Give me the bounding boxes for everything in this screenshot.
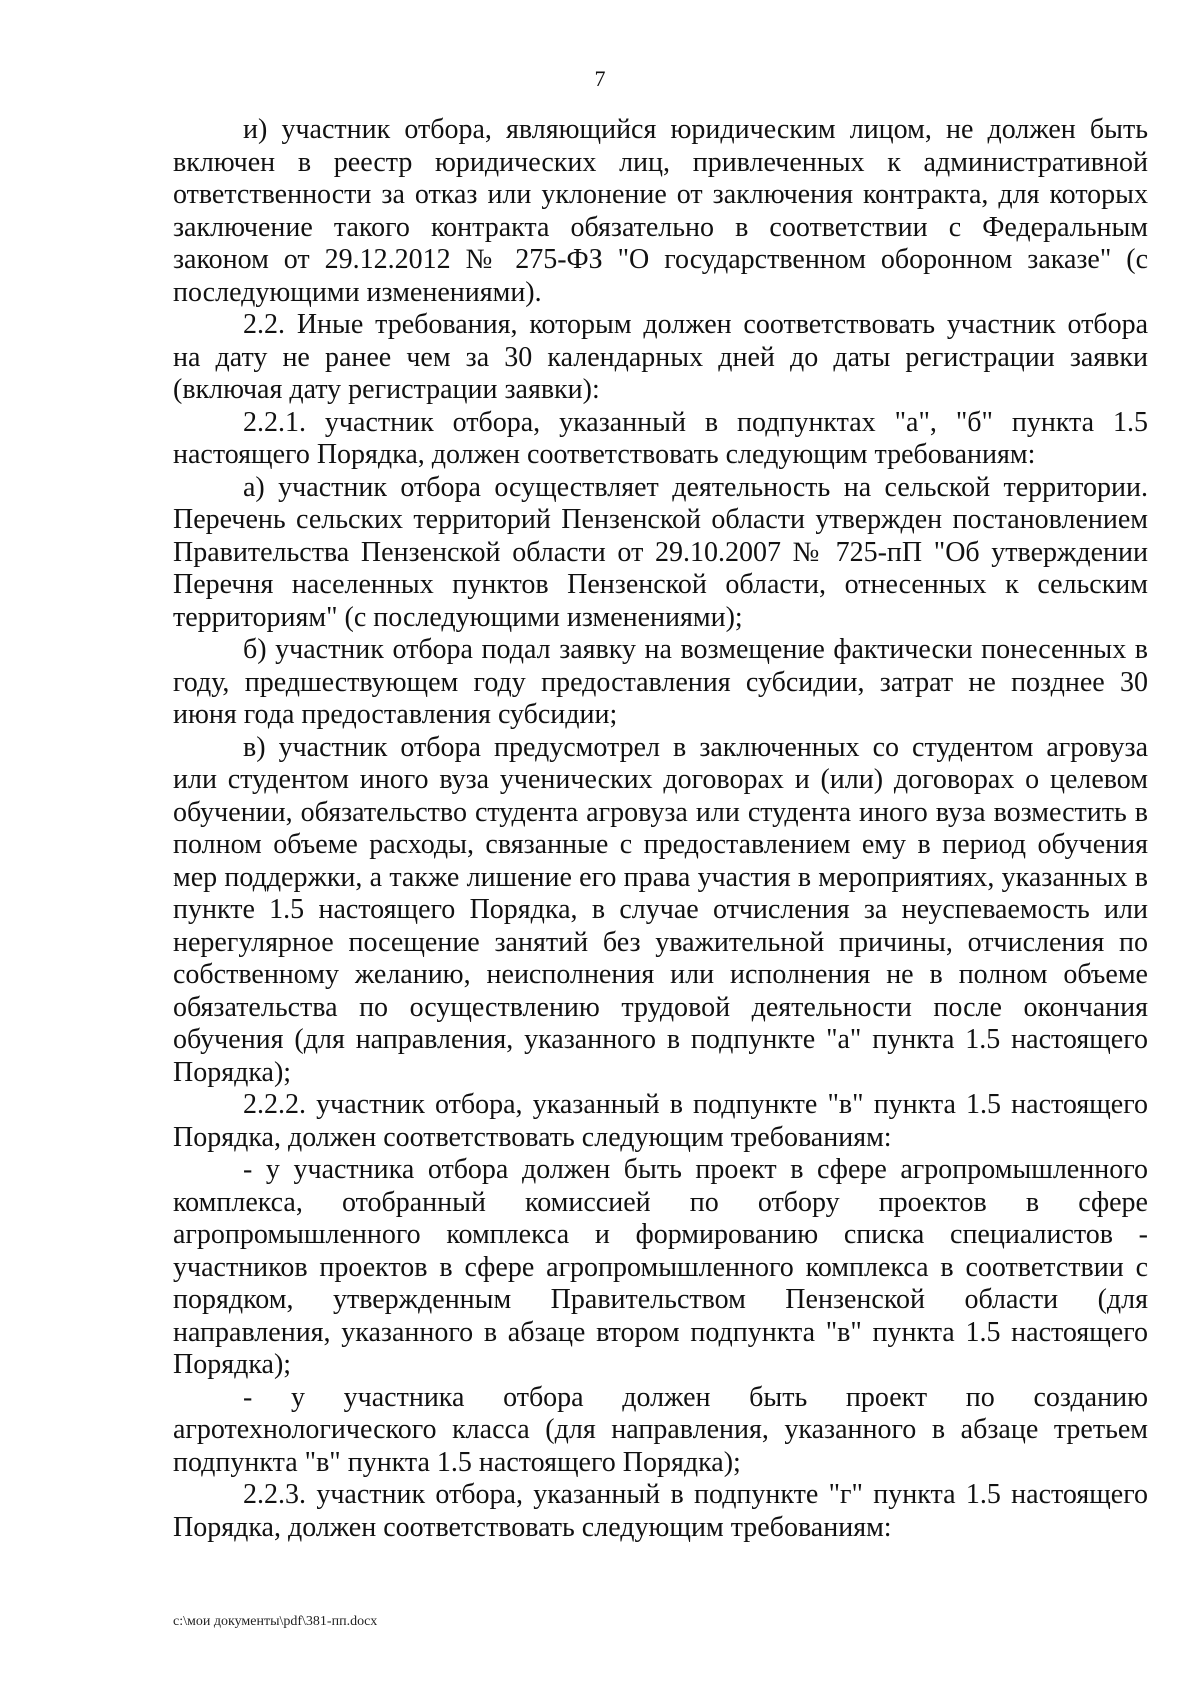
paragraph-2-2-other-requirements: 2.2. Иные требования, которым должен соответствовать участник отбора на дату не ранее чем за 30 календарных дней до даты регистрации заявки (включая дату регистрации заявки): (173, 309, 1148, 405)
paragraph-2-2-2: 2.2.2. участник отбора, указанный в подпункте "в" пункта 1.5 настоящего Порядка, должен соответствовать следующим требованиям: (173, 1089, 1148, 1153)
document-body (173, 114, 1148, 1544)
footer-file-path: c:\мои документы\pdf\381-пп.docx (173, 1614, 378, 1629)
paragraph-b-application-deadline: б) участник отбора подал заявку на возмещение фактически понесенных в году, предшествующем году предоставления субсидии, затрат не позднее 30 июня года предоставления субсидии; (173, 634, 1148, 730)
paragraph-a-rural-territory: а) участник отбора осуществляет деятельность на сельской территории. Перечень сельских территорий Пензенской области утвержден постановлением Правительства Пензенской области от 29.10.2007 № 725-пП "Об утверждении Перечня населенных пунктов Пензенской области, отнесенных к сельским территориям" (с последующими изменениями); (173, 471, 1148, 633)
paragraph-agro-project: - у участника отбора должен быть проект в сфере агропромышленного комплекса, отобранный комиссией по отбору проектов в сфере агропромышленного комплекса и формированию списка специалистов - участников проектов в сфере агропромышленного комплекса в соответствии с порядком, утвержденным Правительством Пензенской области (для направления, указанного в абзаце втором подпункта "в" пункта 1.5 настоящего Порядка); (173, 1154, 1148, 1380)
paragraph-v-student-obligations: в) участник отбора предусмотрел в заключенных со студентом агровуза или студентом иного вуза ученических договорах и (или) договорах о целевом обучении, обязательство студента агровуза или студента иного вуза возместить в полном объеме расходы, связанные с предоставлением ему в период обучения мер поддержки, а также лишение его права участия в мероприятиях, указанных в пункте 1.5 настоящего Порядка, в случае отчисления за неуспеваемость или нерегулярное посещение занятий без уважительной причины, отчисления по собственному желанию, неисполнения или исполнения не в полном объеме обязательства по осуществлению трудовой деятельности после окончания обучения (для направления, указанного в подпункте "а" пункта 1.5 настоящего Порядка); (173, 731, 1148, 1088)
paragraph-i-legal-entity-registry: и) участник отбора, являющийся юридическим лицом, не должен быть включен в реестр юридических лиц, привлеченных к административной ответственности за отказ или уклонение от заключения контракта, для которых заключение такого контракта обязательно в соответствии с Федеральным законом от 29.12.2012 № 275-ФЗ "О государственном оборонном заказе" (с последующими изменениями). (173, 114, 1148, 308)
paragraph-2-2-1: 2.2.1. участник отбора, указанный в подпунктах "а", "б" пункта 1.5 настоящего Порядка, должен соответствовать следующим требованиям: (173, 406, 1148, 470)
paragraph-2-2-3: 2.2.3. участник отбора, указанный в подпункте "г" пункта 1.5 настоящего Порядка, должен соответствовать следующим требованиям: (173, 1479, 1148, 1543)
paragraph-agrotech-class: - у участника отбора должен быть проект по созданию агротехнологического класса (для направления, указанного в абзаце третьем подпункта "в" пункта 1.5 настоящего Порядка); (173, 1381, 1148, 1478)
page-number: 7 (594, 66, 606, 91)
